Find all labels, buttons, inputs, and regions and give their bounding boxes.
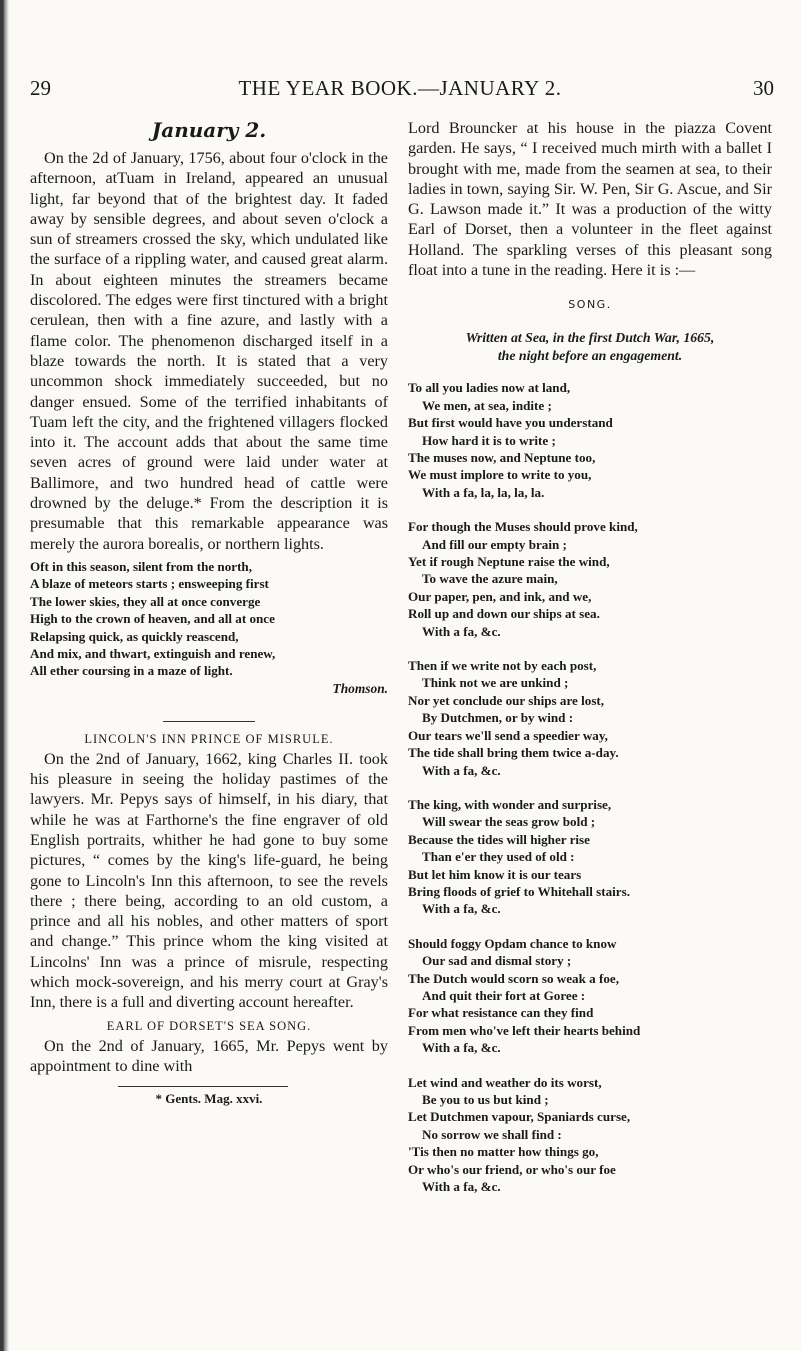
verse-line: To wave the azure main,	[422, 571, 558, 587]
verse-line: 'Tis then no matter how things go,	[408, 1144, 599, 1160]
verse-line: Then if we write not by each post,	[408, 658, 597, 674]
verse-line: With a fa, &c.	[422, 1179, 501, 1195]
verse-line: But let him know it is our tears	[408, 866, 582, 882]
poem-line: Relapsing quick, as quickly reascend,	[30, 628, 239, 644]
verse-line: For what resistance can they find	[408, 1005, 594, 1021]
brouncker-paragraph: Lord Brouncker at his house in the piazza Covent garden. He says, “ I received much mirth with a ballet I brought with me, made from the seamen at sea, to their ladies in town, saying Sir. W. Pen, Sir G. Ascue, and Sir G. Lawson made it.” It was a production of the witty Earl of Dorset, then a volunteer in the fleet against Holland. The sparkling verses of this pleasant song float into a tune in the reading. Here it is :—	[408, 119, 772, 280]
stanza	[408, 796, 772, 918]
verse-line: Our tears we'll send a speedier way,	[408, 727, 608, 743]
section-heading-lincolns-inn: LINCOLN'S INN PRINCE OF MISRULE.	[84, 731, 334, 746]
footnote: * Gents. Mag. xxvi.	[155, 1091, 263, 1107]
verse-line: Yet if rough Neptune raise the wind,	[408, 554, 610, 570]
verse-line: Our paper, pen, and ink, and we,	[408, 588, 592, 604]
right-column	[408, 118, 772, 1212]
verse-line: To all you ladies now at land,	[408, 380, 571, 396]
verse-line: With a fa, &c.	[422, 623, 501, 639]
poem-line: The lower skies, they all at once converge	[30, 593, 261, 609]
poem-line: And mix, and thwart, extinguish and renew,	[30, 645, 276, 661]
running-header	[26, 76, 774, 106]
verse-line: No sorrow we shall find :	[422, 1126, 562, 1142]
verse-line: Let wind and weather do its worst,	[408, 1074, 602, 1090]
verse-line: Should foggy Opdam chance to know	[408, 935, 617, 951]
page-number-right: 30	[753, 76, 774, 100]
stanza	[408, 1074, 772, 1196]
verse-line: Let Dutchmen vapour, Spaniards curse,	[408, 1109, 631, 1125]
stanza	[408, 518, 772, 640]
binding-edge	[0, 0, 9, 1351]
song-subtitle	[408, 329, 772, 364]
verse-line: Bring floods of grief to Whitehall stairs.	[408, 883, 630, 899]
poem-line: Oft in this season, silent from the north,	[30, 558, 252, 574]
verse-line: Think not we are unkind ;	[422, 675, 569, 691]
verse-line: Than e'er they used of old :	[422, 849, 575, 865]
verse-line: And quit their fort at Goree :	[422, 987, 586, 1003]
footnote-rule	[118, 1086, 288, 1087]
verse-line: With a fa, la, la, la, la.	[422, 484, 545, 500]
misrule-paragraph: On the 2nd of January, 1662, king Charles II. took his pleasure in seeing the holiday pastimes of the lawyers. Mr. Pepys says of himself, in his diary, that while he was at Farthorne's the fine engraver of old English portraits, whither he had gone to buy some pictures, “ comes by the king's life-guard, he being gone to Lincoln's Inn this afternoon, to see the revels there ; there being, according to an old custom, a prince and all his nobles, and other matters of sport and change.” This prince whom the king visited at Lincolns' Inn was a prince of misrule, respecting which mock-sovereign, and his merry court at Gray's Inn, there is a full and diverting account hereafter.	[30, 749, 388, 1012]
page-number-left: 29	[30, 76, 51, 100]
verse-line: And fill our empty brain ;	[422, 536, 567, 552]
aurora-paragraph: On the 2d of January, 1756, about four o'clock in the afternoon, atTuam in Ireland, appeared an unusual light, far beyond that of the brightest day. It faded away by sensible degrees, and about seven o'clock a sun of streamers crossed the sky, which undulated like the surface of a rippling water, and caused great alarm. In about eighteen minutes the streamers became discolored. The edges were first tinctured with a bright cerulean, then with a fine azure, and lastly with a flame color. The phenomenon discharged itself in a blaze towards the north. It is stated that a very uncommon shock immediately succeeded, but no danger ensued. Some of the terrified inhabitants of Tuam left the city, and the frightened villagers flocked into it. The account adds that about the same time seven acres of ground were laid under water at Ballimore, and two hundred head of cattle were drowned by the deluge.* From the description it is presumable that this remarkable appearance was merely the aurora borealis, or northern lights.	[30, 149, 388, 553]
verse-line: With a fa, &c.	[422, 1040, 501, 1056]
verse-line: Roll up and down our ships at sea.	[408, 606, 600, 622]
poem-line: A blaze of meteors starts ; ensweeping first	[30, 576, 269, 592]
verse-line: Nor yet conclude our ships are lost,	[408, 692, 605, 708]
verse-line: The tide shall bring them twice a-day.	[408, 745, 619, 761]
verse-line: But first would have you understand	[408, 415, 613, 431]
verse-line: By Dutchmen, or by wind :	[422, 710, 574, 726]
poem-line: High to the crown of heaven, and all at once	[30, 611, 275, 627]
verse-line: Because the tides will higher rise	[408, 831, 590, 847]
verse-line: From men who've left their hearts behind	[408, 1022, 641, 1038]
stanza	[408, 379, 772, 501]
thomson-poem	[30, 558, 388, 680]
verse-line: With a fa, &c.	[422, 901, 501, 917]
verse-line: The king, with wonder and surprise,	[408, 796, 612, 812]
left-column	[30, 118, 388, 1107]
song-label: SONG.	[568, 298, 612, 312]
section-heading-sea-song: EARL OF DORSET'S SEA SONG.	[106, 1018, 312, 1033]
verse-line: Be you to us but kind ;	[422, 1092, 549, 1107]
verse-line: With a fa, &c.	[422, 762, 501, 778]
verse-line: Will swear the seas grow bold ;	[422, 814, 596, 830]
stanza	[408, 657, 772, 779]
verse-line: We must implore to write to you,	[408, 467, 592, 483]
verse-line: How hard it is to write ;	[422, 432, 556, 448]
verse-line: We men, at sea, indite ;	[422, 397, 552, 413]
running-title: THE YEAR BOOK.—JANUARY 2.	[238, 76, 562, 100]
song-verses	[408, 379, 772, 1195]
poem-attribution: Thomson.	[332, 680, 388, 696]
day-heading: January 2.	[151, 118, 267, 142]
song-subtitle-line: the night before an engagement.	[497, 347, 683, 363]
song-subtitle-line: Written at Sea, in the first Dutch War, 1665,	[465, 330, 715, 346]
poem-line: All ether coursing in a maze of light.	[30, 663, 233, 679]
verse-line: For though the Muses should prove kind,	[408, 519, 638, 535]
pepys-paragraph: On the 2nd of January, 1665, Mr. Pepys went by appointment to dine with	[30, 1036, 388, 1075]
verse-line: The Dutch would scorn so weak a foe,	[408, 970, 619, 986]
stanza	[408, 935, 772, 1057]
verse-line: Our sad and dismal story ;	[422, 953, 572, 969]
section-divider	[163, 721, 255, 722]
verse-line: Or who's our friend, or who's our foe	[408, 1161, 616, 1177]
verse-line: The muses now, and Neptune too,	[408, 450, 596, 465]
